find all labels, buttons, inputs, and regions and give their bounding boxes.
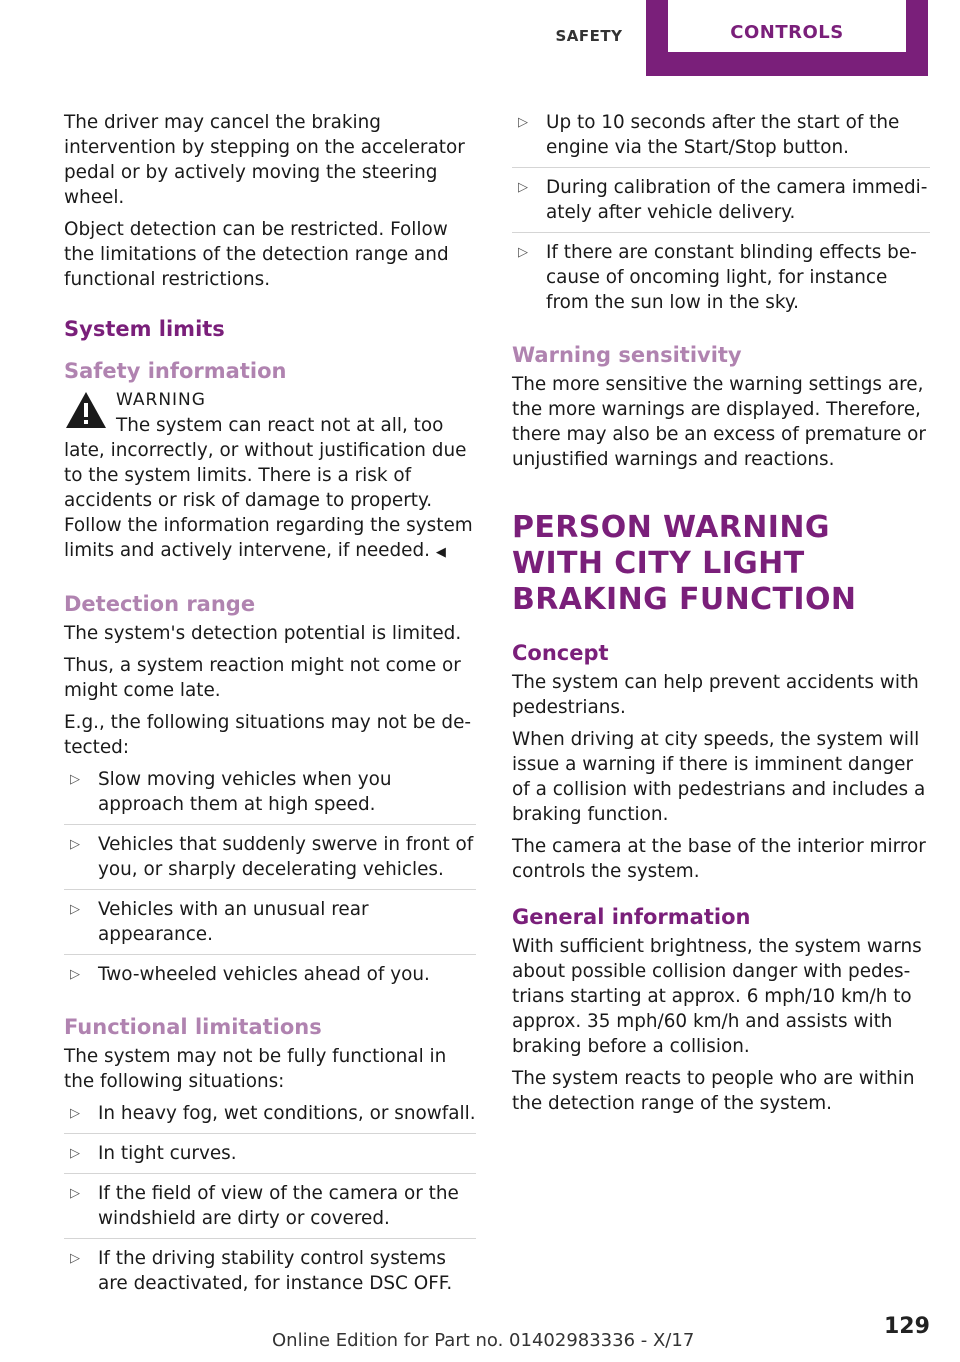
intro-paragraph: The driver may cancel the braking intervention by stepping on the accelerator pedal or by actively moving the steering wheel.	[64, 112, 465, 208]
general-paragraph: The system reacts to people who are within the detection range of the system.	[512, 1068, 915, 1114]
list-item	[64, 962, 476, 994]
header-chapter-label: CONTROLS	[668, 0, 906, 52]
triangle-right-icon: ▷	[518, 245, 528, 260]
heading-safety-information: Safety information	[64, 359, 287, 383]
left-column	[64, 110, 476, 1310]
list-item	[64, 897, 476, 955]
list-item	[512, 240, 930, 322]
detection-paragraph: The system's detection potential is limited.	[64, 623, 462, 644]
sensitivity-paragraph: The more sensitive the warning settings are, the more warnings are displayed. Therefore, there may also be an excess of premature or unjustified warnings and reactions.	[512, 374, 926, 470]
end-mark-icon: ◀	[435, 545, 446, 560]
list-item	[64, 832, 476, 890]
page-number: 129	[884, 1314, 930, 1339]
list-item-text: Two-wheeled vehicles ahead of you.	[98, 964, 430, 985]
list-item-text: Vehicles with an unusual rear appearance.	[98, 899, 369, 945]
concept-paragraph: The camera at the base of the interior mirror controls the system.	[512, 836, 926, 882]
detection-list	[64, 767, 476, 994]
list-item	[64, 1141, 476, 1174]
list-item	[64, 1246, 476, 1303]
triangle-right-icon: ▷	[70, 837, 80, 852]
list-item-text: Vehicles that suddenly swerve in front of you, or sharply decelerating vehicles.	[98, 834, 474, 880]
heading-functional-limitations: Functional limitations	[64, 1015, 322, 1039]
triangle-right-icon: ▷	[70, 1146, 80, 1161]
list-item-text: In tight curves.	[98, 1143, 237, 1164]
list-item-text: If the field of view of the camera or the windshield are dirty or covered.	[98, 1183, 459, 1229]
warning-body: The system can react not at all, too late, incorrectly, or without justification due to the system limits. There is a risk of accidents or risk of damage to property. Follow the information regarding the system limits and actively intervene, if needed.	[64, 415, 473, 561]
concept-paragraph: The system can help prevent accidents with pedestrians.	[512, 672, 919, 718]
triangle-right-icon: ▷	[70, 902, 80, 917]
heading-system-limits: System limits	[64, 317, 225, 341]
list-item-text: Up to 10 seconds after the start of the engine via the Start/Stop button.	[546, 112, 900, 158]
header-section-label: SAFETY	[555, 27, 623, 45]
warning-triangle-icon	[64, 390, 108, 430]
general-paragraph: With sufficient brightness, the system warns about possible collision danger with pedestrians starting at approx. 6 mph/10 km/h to approx. 35 mph/60 km/h and assists with braking before a collision.	[512, 936, 922, 1057]
right-column	[512, 110, 930, 1123]
list-item	[64, 1181, 476, 1239]
heading-concept: Concept	[512, 641, 609, 665]
heading-detection-range: Detection range	[64, 592, 256, 616]
header-chapter-tab	[646, 0, 928, 76]
triangle-right-icon: ▷	[70, 967, 80, 982]
list-item	[64, 767, 476, 825]
detection-paragraph: E.g., the following situations may not be detected:	[64, 712, 472, 758]
triangle-right-icon: ▷	[518, 180, 528, 195]
list-item	[512, 110, 930, 168]
list-item-text: If the driving stability control systems are deactivated, for instance DSC OFF.	[98, 1248, 453, 1294]
triangle-right-icon: ▷	[70, 1106, 80, 1121]
list-item	[64, 1101, 476, 1134]
continued-list	[512, 110, 930, 322]
triangle-right-icon: ▷	[518, 115, 528, 130]
detection-paragraph: Thus, a system reaction might not come or might come late.	[64, 655, 461, 701]
heading-general-information: General information	[512, 905, 751, 929]
warning-block	[64, 388, 476, 565]
triangle-right-icon: ▷	[70, 1251, 80, 1266]
triangle-right-icon: ▷	[70, 772, 80, 787]
heading-warning-sensitivity: Warning sensitivity	[512, 343, 742, 367]
list-item-text: During calibration of the camera immediately after vehicle delivery.	[546, 177, 928, 223]
triangle-right-icon: ▷	[70, 1186, 80, 1201]
warning-label: WARNING	[116, 390, 206, 410]
list-item	[512, 175, 930, 233]
heading-person-warning: PERSON WARNING WITH CITY LIGHT BRAKING FUNCTION	[512, 510, 857, 617]
warning-text	[64, 413, 476, 565]
functional-paragraph: The system may not be fully functional in the following situations:	[64, 1046, 447, 1092]
list-item-text: In heavy fog, wet conditions, or snowfall.	[98, 1103, 476, 1124]
functional-list	[64, 1101, 476, 1303]
intro-paragraph: Object detection can be restricted. Follow the limitations of the detection range and functional restrictions.	[64, 219, 449, 290]
list-item-text: Slow moving vehicles when you approach them at high speed.	[98, 769, 392, 815]
list-item-text: If there are constant blinding effects because of oncoming light, for instance from the sun low in the sky.	[546, 242, 917, 313]
concept-paragraph: When driving at city speeds, the system will issue a warning if there is imminent danger of a collision with pedestrians and includes a braking function.	[512, 729, 926, 825]
footer-edition: Online Edition for Part no. 01402983336 - X/17	[272, 1330, 695, 1351]
